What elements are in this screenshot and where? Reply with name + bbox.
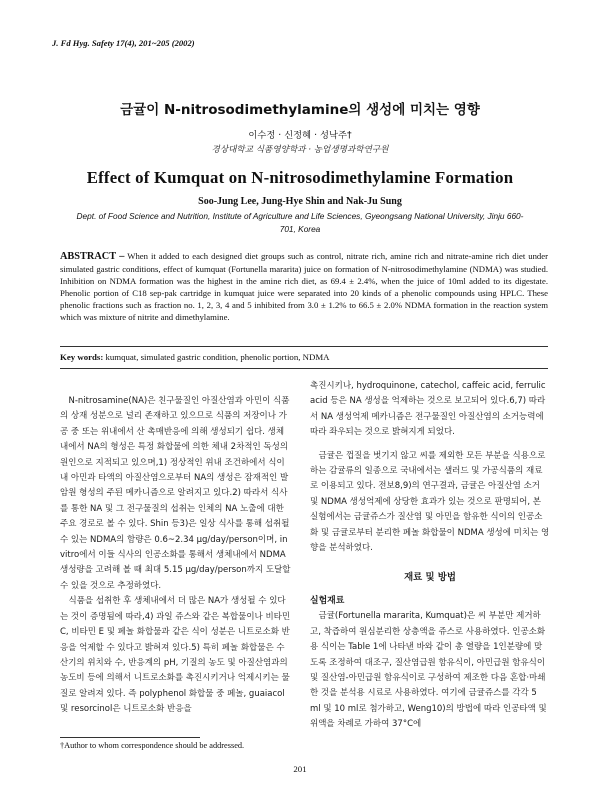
keywords-rule-top [60, 346, 548, 347]
body-paragraph: 식품을 섭취한 후 생체내에서 더 많은 NA가 생성될 수 있다는 것이 증명됨에 따라,4) 과일 쥬스와 같은 복합물이나 비타민 C, 비타민 E 및 페놀 화합물과 같은 식이 성분은 니트로소화 반응을 억제할 수 있다고 밝혀져 있다.5) 특히 페놀 화합물은 수산기의 위치와 수, 반응계의 pH, 기질의 농도 및 아질산염과의 농도비 등에 의해서 니트로소화를 촉진시키거나 억제시키는 물질로 알려져 있다. 즉 polyphenol 화합물 중 페놀, guaiacol 및 resorcinol은 니트로소화 반응을 [60, 596, 291, 715]
keywords-label: Key words: [60, 352, 104, 362]
authors-english: Soo-Jung Lee, Jung-Hye Shin and Nak-Ju Sung [198, 196, 402, 207]
title-english: Effect of Kumquat on N-nitrosodimethylamine Formation [86, 168, 514, 187]
keywords-rule-bottom [60, 368, 548, 369]
abstract [60, 250, 548, 324]
affiliation-english: Dept. of Food Science and Nutrition, Institute of Agriculture and Life Sciences, Gyeongsang National University, Jinju 660-701, Korea [76, 211, 524, 234]
page-number: 201 [293, 764, 307, 774]
abstract-text: When it added to each designed diet groups such as control, nitrate rich, amine rich and nitrate-amine rich diet under simulated gastric conditions, effect of kumquat (Fortunella mararita) juice on formation of N-nitrosodimethylamine (NDMA) was studied. Inhibition on NDMA formation was the highest in the amine rich diet, as 69.4 ± 2.4%, when the juice of 10ml added to its digestate. Phenolic portion of C18 sep-pak cartridge in kumquat juice were separated into 20 kinds of a phenolic compounds using HPLC. These phenolic fractions such as fraction no. 1, 2, 3, 4 and 5 inhibited from 3.0 ± 1.2% to 66.5 ± 2.0% NDMA formation in the reaction system which was mixture of nitrite and dimethylamine. [60, 251, 549, 323]
footnote-rule [60, 737, 200, 738]
keywords-text: kumquat, simulated gastric condition, phenolic portion, NDMA [105, 352, 330, 362]
keywords [60, 352, 330, 362]
abstract-label: ABSTRACT – [60, 251, 125, 262]
affiliation-korean: 경상대학교 식품영양학과 · 농업생명과학연구원 [211, 145, 389, 155]
body-paragraph: 촉진시키나, hydroquinone, catechol, caffeic acid, ferrulic acid 등은 NA 생성을 억제하는 것으로 보고되어 있다.6,7) 따라서 NA 생성억제 메카니즘은 전구물질인 아질산염의 소거능력에 따라 좌우되는 것으로 밝혀지게 되었다. [310, 381, 546, 438]
body-column-right [310, 379, 550, 733]
body-column-left [60, 394, 292, 718]
footnote: †Author to whom correspondence should be addressed. [60, 741, 245, 750]
body-paragraph: 금귤은 껍질을 벗기지 않고 씨를 제외한 모든 부분을 식용으로 하는 감귤류의 일종으로 국내에서는 샐러드 및 가공식품의 재료로 이용되고 있다. 전보8,9)의 연구결과, 금귤은 아질산염 소거 및 NDMA 생성억제에 상당한 효과가 있는 것으로 판명되어, 본 실험에서는 금귤쥬스가 질산염 및 아민을 함유한 식이의 인공소화 및 금귤로부터 분리한 페놀 화합물이 NDMA 생성에 미치는 영향을 분석하였다. [310, 450, 550, 554]
journal-citation: J. Fd Hyg. Safety 17(4), 201~205 (2002) [52, 38, 195, 48]
body-paragraph: 금귤(Fortunella mararita, Kumquat)은 씨 부분만 제거하고, 착즙하여 원심분리한 상층액을 쥬스로 사용하였다. 인공소화용 식이는 Table 1에 나타낸 바와 같이 총 열량을 1인분량에 맞도록 조정하여 대조구, 질산염급원 함유식이, 아민급원 함유식이 및 질산염-아민급원 함유식이로 구성하여 제조한 다음 혼합·마쇄한 것을 분석용 시료로 사용하였다. 여기에 금귤쥬스를 각각 5 ml 및 10 ml로 첨가하고, Weng10)의 방법에 따라 인공타액 및 위액을 차례로 가하여 37°C에 [310, 611, 547, 730]
subsection-heading: 실험재료 [310, 595, 345, 606]
authors-korean: 이수정 · 신정혜 · 성낙주† [248, 130, 352, 141]
section-heading: 재료 및 방법 [404, 572, 456, 584]
body-paragraph: N-nitrosamine(NA)은 친구물질인 아질산염과 아민이 식품의 상재 성분으로 널리 존재하고 있으므로 식품의 저장이나 가공 중 또는 위내에서 산 촉매반응에 의해 생성되기 쉽다. 생체내에서 NA의 형성은 특정 화합물에 의한 체내 2차적인 독성의 원인으로 지적되고 있으며,1) 정상적인 위내 조건하에서 식이내 아민과 타액의 아질산염으로부터 NA의 생성은 잠재적인 발암원 형성의 주된 메카니즘으로 알려지고 있다.2) 따라서 식사를 통한 NA 및 그 전구물질의 섭취는 인체의 NA 노출에 대한 주요 경로로 볼 수 있다. Shin 등3)은 일상 식사를 통해 섭취될 수 있는 NDMA의 함량은 0.6~2.34 μg/day/person이며, in vitro에서 이들 식사의 인공소화를 통해서 생체내에서 NDMA 생성량을 고려해 볼 때 최대 5.15 μg/day/person까지 도달할 수 있을 것으로 추정하였다. [60, 396, 291, 591]
title-korean: 금귤이 N-nitrosodimethylamine의 생성에 미치는 영향 [120, 102, 480, 118]
